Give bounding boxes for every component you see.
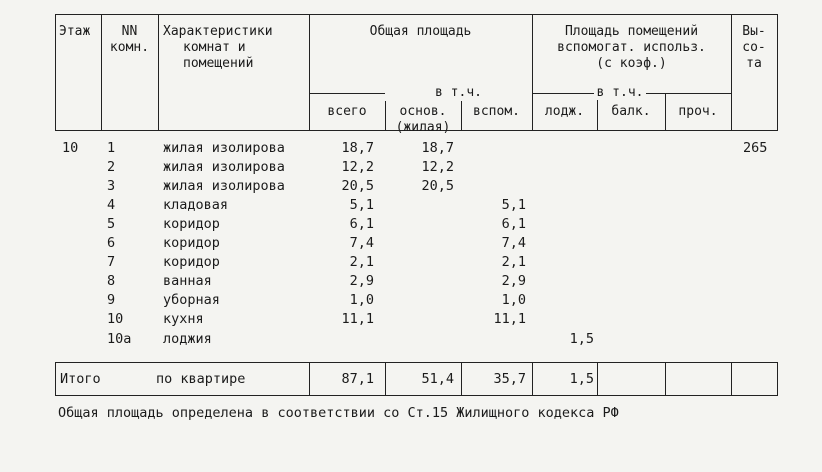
row-name: коридор (163, 216, 220, 232)
totals-bottom-border (55, 395, 778, 396)
table-row (0, 139, 822, 157)
row-aux: 5,1 (501, 197, 526, 213)
header-balcony: балк. (611, 104, 651, 119)
row-total: 7,4 (349, 235, 374, 251)
totals-col-line (55, 362, 56, 396)
table-row (0, 253, 822, 271)
row-total: 2,9 (349, 273, 374, 289)
header-incl-aux: в т.ч. (560, 85, 680, 101)
totals-aux: 35,7 (493, 371, 526, 387)
header-aux: вспом. (473, 104, 520, 119)
row-main: 18,7 (421, 140, 454, 156)
row-main: 20,5 (421, 178, 454, 194)
row-num: 2 (107, 159, 116, 175)
row-total: 6,1 (349, 216, 374, 232)
row-loggia: 1,5 (569, 331, 594, 347)
table-row (0, 234, 822, 252)
row-name: лоджия (163, 331, 212, 347)
header-room-no: NN комн. (109, 24, 150, 55)
row-num: 10 (107, 311, 124, 327)
header-col-line (777, 14, 778, 131)
row-name: кладовая (163, 197, 229, 213)
table-row (0, 158, 822, 176)
row-num: 4 (107, 197, 116, 213)
totals-col-line (597, 362, 598, 396)
header-height: Вы- со- та (742, 24, 766, 71)
header-col-line (55, 14, 56, 131)
row-name: коридор (163, 235, 220, 251)
row-total: 2,1 (349, 254, 374, 270)
footer-note: Общая площадь определена в соответствии со Ст.15 Жилищного кодекса РФ (58, 405, 619, 421)
totals-scope: по квартире (156, 371, 246, 387)
header-characteristics: Характеристики комнат и помещений (163, 24, 273, 71)
header-all: всего (327, 104, 367, 119)
header-floor: Этаж (59, 24, 91, 39)
row-num: 9 (107, 292, 116, 308)
table-row (0, 215, 822, 233)
totals-total: 87,1 (341, 371, 374, 387)
row-name: жилая изолирова (163, 140, 285, 156)
table-row (0, 177, 822, 195)
row-name: уборная (163, 292, 220, 308)
row-height: 265 (743, 140, 768, 156)
totals-col-line (777, 362, 778, 396)
row-num: 8 (107, 273, 116, 289)
totals-col-line (731, 362, 732, 396)
header-incl-total: в т.ч. (385, 85, 532, 101)
row-name: кухня (163, 311, 204, 327)
table-row (0, 330, 822, 348)
totals-col-line (665, 362, 666, 396)
row-num: 1 (107, 140, 116, 156)
row-name: жилая изолирова (163, 159, 285, 175)
table-row (0, 196, 822, 214)
header-loggia: лодж. (544, 104, 585, 119)
row-total: 20,5 (341, 178, 374, 194)
totals-top-border (55, 362, 778, 363)
row-total: 1,0 (349, 292, 374, 308)
header-top-border (55, 14, 778, 15)
header-aux-area: Площадь помещений вспомогат. использ. (с коэф.) (557, 24, 706, 71)
row-total: 5,1 (349, 197, 374, 213)
table-row (0, 310, 822, 328)
row-aux: 2,1 (501, 254, 526, 270)
row-name: ванная (163, 273, 212, 289)
header-total-area: Общая площадь (369, 24, 472, 39)
row-total: 18,7 (341, 140, 374, 156)
row-aux: 6,1 (501, 216, 526, 232)
totals-loggia: 1,5 (569, 371, 594, 387)
table-row (0, 291, 822, 309)
row-total: 11,1 (341, 311, 374, 327)
row-name: коридор (163, 254, 220, 270)
totals-main: 51,4 (421, 371, 454, 387)
row-num: 10а (107, 331, 132, 347)
row-aux: 2,9 (501, 273, 526, 289)
totals-label: Итого (60, 371, 101, 387)
table-row (0, 272, 822, 290)
row-num: 5 (107, 216, 116, 232)
row-total: 12,2 (341, 159, 374, 175)
row-aux: 11,1 (493, 311, 526, 327)
header-other: проч. (678, 104, 718, 119)
header-main: основ. (жилая) (395, 104, 451, 135)
header-col-line (158, 14, 159, 131)
row-floor: 10 (62, 140, 79, 156)
row-main: 12,2 (421, 159, 454, 175)
row-name: жилая изолирова (163, 178, 285, 194)
row-aux: 7,4 (501, 235, 526, 251)
row-num: 6 (107, 235, 116, 251)
row-num: 7 (107, 254, 116, 270)
row-aux: 1,0 (501, 292, 526, 308)
row-num: 3 (107, 178, 116, 194)
